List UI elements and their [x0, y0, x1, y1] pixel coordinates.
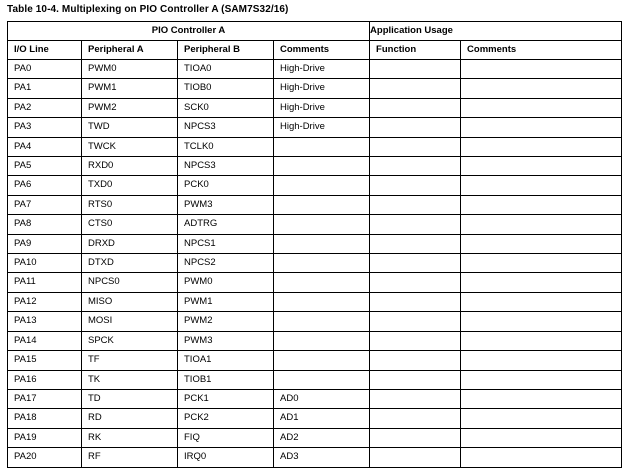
application-comments-cell [461, 273, 622, 292]
table-row [8, 409, 622, 428]
function-cell [370, 370, 461, 389]
comments-cell: High-Drive [274, 79, 370, 98]
io-line-cell: PA8 [8, 215, 82, 234]
peripheral-b-cell: PCK2 [178, 409, 274, 428]
peripheral-a-cell: RK [82, 428, 178, 447]
io-line-cell: PA16 [8, 370, 82, 389]
peripheral-b-cell: NPCS3 [178, 157, 274, 176]
io-line-cell: PA6 [8, 176, 82, 195]
table-caption: Table 10-4. Multiplexing on PIO Controller A (SAM7S32/16) [7, 4, 289, 15]
table-body [8, 60, 622, 468]
application-comments-cell [461, 254, 622, 273]
comments-cell: High-Drive [274, 98, 370, 117]
table-row [8, 351, 622, 370]
io-line-cell: PA7 [8, 195, 82, 214]
comments-cell [274, 331, 370, 350]
table-row [8, 176, 622, 195]
header-group-row [8, 22, 622, 41]
io-line-cell: PA0 [8, 60, 82, 79]
application-comments-cell [461, 215, 622, 234]
application-comments-cell [461, 331, 622, 350]
application-comments-cell [461, 79, 622, 98]
comments-cell: AD0 [274, 389, 370, 408]
io-line-cell: PA18 [8, 409, 82, 428]
table-row [8, 157, 622, 176]
table-row [8, 79, 622, 98]
function-cell [370, 176, 461, 195]
function-cell [370, 351, 461, 370]
comments-cell [274, 292, 370, 311]
function-cell [370, 195, 461, 214]
function-cell [370, 448, 461, 467]
table-row [8, 292, 622, 311]
comments-cell [274, 195, 370, 214]
io-line-cell: PA4 [8, 137, 82, 156]
peripheral-b-cell: IRQ0 [178, 448, 274, 467]
table-row [8, 370, 622, 389]
table-row [8, 331, 622, 350]
peripheral-b-cell: TIOA0 [178, 60, 274, 79]
io-line-cell: PA9 [8, 234, 82, 253]
comments-cell [274, 176, 370, 195]
table-row [8, 428, 622, 447]
application-comments-cell [461, 195, 622, 214]
peripheral-b-cell: PWM3 [178, 331, 274, 350]
peripheral-b-cell: PWM3 [178, 195, 274, 214]
function-cell [370, 409, 461, 428]
application-comments-cell [461, 292, 622, 311]
peripheral-a-cell: TD [82, 389, 178, 408]
function-cell [370, 234, 461, 253]
peripheral-b-cell: TIOB1 [178, 370, 274, 389]
table-row [8, 118, 622, 137]
peripheral-a-cell: TF [82, 351, 178, 370]
peripheral-a-cell: PWM2 [82, 98, 178, 117]
peripheral-b-cell: NPCS3 [178, 118, 274, 137]
application-comments-cell [461, 409, 622, 428]
comments-cell: High-Drive [274, 118, 370, 137]
io-line-cell: PA12 [8, 292, 82, 311]
peripheral-a-cell: MOSI [82, 312, 178, 331]
column-header-comments: Comments [274, 41, 370, 60]
comments-cell [274, 157, 370, 176]
peripheral-b-cell: PCK1 [178, 389, 274, 408]
comments-cell [274, 273, 370, 292]
peripheral-a-cell: TWCK [82, 137, 178, 156]
peripheral-b-cell: SCK0 [178, 98, 274, 117]
peripheral-b-cell: PWM0 [178, 273, 274, 292]
peripheral-a-cell: TK [82, 370, 178, 389]
column-header-io-line: I/O Line [8, 41, 82, 60]
function-cell [370, 157, 461, 176]
comments-cell: AD3 [274, 448, 370, 467]
function-cell [370, 331, 461, 350]
peripheral-a-cell: RD [82, 409, 178, 428]
function-cell [370, 60, 461, 79]
comments-cell [274, 312, 370, 331]
comments-cell [274, 137, 370, 156]
application-comments-cell [461, 98, 622, 117]
io-line-cell: PA1 [8, 79, 82, 98]
peripheral-b-cell: TCLK0 [178, 137, 274, 156]
application-comments-cell [461, 370, 622, 389]
column-header-application-comments: Comments [461, 41, 622, 60]
peripheral-a-cell: RXD0 [82, 157, 178, 176]
table-row [8, 234, 622, 253]
peripheral-a-cell: RTS0 [82, 195, 178, 214]
multiplexing-table [7, 21, 622, 468]
table-row [8, 448, 622, 467]
peripheral-a-cell: PWM0 [82, 60, 178, 79]
table-row [8, 215, 622, 234]
application-comments-cell [461, 234, 622, 253]
table-row [8, 312, 622, 331]
group-header-pio: PIO Controller A [8, 22, 370, 41]
peripheral-a-cell: CTS0 [82, 215, 178, 234]
peripheral-b-cell: NPCS2 [178, 254, 274, 273]
application-comments-cell [461, 118, 622, 137]
table-row [8, 273, 622, 292]
table-row [8, 195, 622, 214]
application-comments-cell [461, 389, 622, 408]
application-comments-cell [461, 60, 622, 79]
comments-cell: AD2 [274, 428, 370, 447]
header-column-row [8, 41, 622, 60]
peripheral-b-cell: PCK0 [178, 176, 274, 195]
application-comments-cell [461, 176, 622, 195]
comments-cell [274, 351, 370, 370]
table-row [8, 137, 622, 156]
group-header-application-usage: Application Usage [370, 22, 622, 41]
function-cell [370, 215, 461, 234]
peripheral-a-cell: NPCS0 [82, 273, 178, 292]
function-cell [370, 118, 461, 137]
io-line-cell: PA19 [8, 428, 82, 447]
comments-cell [274, 234, 370, 253]
peripheral-b-cell: TIOB0 [178, 79, 274, 98]
application-comments-cell [461, 351, 622, 370]
application-comments-cell [461, 428, 622, 447]
column-header-peripheral-b: Peripheral B [178, 41, 274, 60]
peripheral-b-cell: NPCS1 [178, 234, 274, 253]
io-line-cell: PA2 [8, 98, 82, 117]
application-comments-cell [461, 312, 622, 331]
peripheral-a-cell: DRXD [82, 234, 178, 253]
io-line-cell: PA20 [8, 448, 82, 467]
column-header-peripheral-a: Peripheral A [82, 41, 178, 60]
peripheral-b-cell: PWM2 [178, 312, 274, 331]
table-row [8, 254, 622, 273]
io-line-cell: PA11 [8, 273, 82, 292]
application-comments-cell [461, 157, 622, 176]
comments-cell [274, 215, 370, 234]
application-comments-cell [461, 137, 622, 156]
table-row [8, 98, 622, 117]
table-row [8, 389, 622, 408]
peripheral-a-cell: PWM1 [82, 79, 178, 98]
io-line-cell: PA3 [8, 118, 82, 137]
peripheral-a-cell: DTXD [82, 254, 178, 273]
comments-cell: AD1 [274, 409, 370, 428]
table-row [8, 60, 622, 79]
function-cell [370, 273, 461, 292]
peripheral-b-cell: PWM1 [178, 292, 274, 311]
io-line-cell: PA10 [8, 254, 82, 273]
io-line-cell: PA17 [8, 389, 82, 408]
comments-cell [274, 370, 370, 389]
function-cell [370, 137, 461, 156]
peripheral-a-cell: SPCK [82, 331, 178, 350]
comments-cell [274, 254, 370, 273]
function-cell [370, 98, 461, 117]
comments-cell: High-Drive [274, 60, 370, 79]
peripheral-b-cell: TIOA1 [178, 351, 274, 370]
function-cell [370, 428, 461, 447]
io-line-cell: PA5 [8, 157, 82, 176]
function-cell [370, 292, 461, 311]
peripheral-a-cell: RF [82, 448, 178, 467]
function-cell [370, 389, 461, 408]
io-line-cell: PA14 [8, 331, 82, 350]
column-header-function: Function [370, 41, 461, 60]
peripheral-b-cell: FIQ [178, 428, 274, 447]
application-comments-cell [461, 448, 622, 467]
io-line-cell: PA13 [8, 312, 82, 331]
peripheral-a-cell: TWD [82, 118, 178, 137]
function-cell [370, 79, 461, 98]
peripheral-a-cell: MISO [82, 292, 178, 311]
peripheral-b-cell: ADTRG [178, 215, 274, 234]
io-line-cell: PA15 [8, 351, 82, 370]
function-cell [370, 254, 461, 273]
peripheral-a-cell: TXD0 [82, 176, 178, 195]
function-cell [370, 312, 461, 331]
